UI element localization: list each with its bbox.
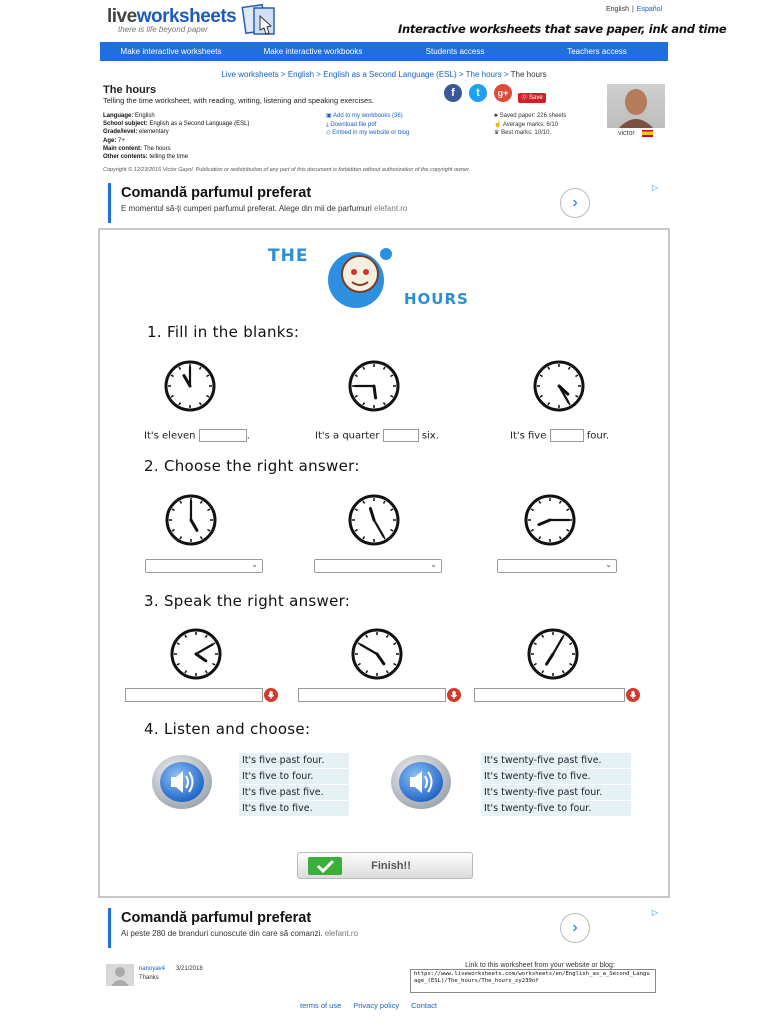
audio-play-button-1[interactable]	[145, 752, 219, 812]
listen-option[interactable]: It's five to four.	[239, 769, 349, 784]
breadcrumb-the-hours[interactable]: The hours	[465, 70, 502, 79]
speech-answer-field-3[interactable]	[474, 688, 625, 702]
author-name[interactable]: victor	[618, 130, 635, 137]
clock-character-icon	[316, 244, 400, 314]
nav-make-workbooks[interactable]: Make interactive workbooks	[263, 47, 363, 56]
sentence-text: It's five	[510, 430, 547, 442]
thumb-icon: ☝	[494, 121, 502, 128]
stat-saved-paper	[494, 112, 566, 121]
ad-subtitle	[121, 929, 358, 938]
meta-other-contents	[103, 153, 249, 161]
meta-value: 7+	[118, 137, 125, 144]
breadcrumb	[0, 70, 768, 79]
meta-label: School subject:	[103, 121, 148, 128]
breadcrumb-separator: >	[456, 70, 466, 79]
embed-icon: ◇	[326, 130, 331, 137]
twitter-icon: t	[476, 87, 480, 99]
breadcrumb-current: The hours	[510, 70, 547, 79]
listen-option[interactable]: It's five past five.	[239, 785, 349, 800]
clock-2-1	[163, 492, 219, 548]
listen-option[interactable]: It's twenty-five past four.	[481, 785, 631, 800]
action-label: Embed in my website or blog	[332, 130, 410, 137]
meta-main-content	[103, 145, 249, 153]
action-label: Add to my workbooks (36)	[333, 113, 403, 119]
adchoices-icon[interactable]: ▷	[651, 908, 658, 917]
listen-option[interactable]: It's twenty-five to five.	[481, 769, 631, 784]
worksheet-actions	[326, 112, 409, 138]
meta-value: English	[135, 113, 155, 119]
breadcrumb-separator: >	[314, 70, 324, 79]
meta-value: telling the time	[149, 154, 189, 161]
meta-label: Main content:	[103, 145, 142, 152]
meta-label: Language:	[103, 113, 134, 119]
meta-label: Other contents:	[103, 154, 148, 161]
answer-blank-2[interactable]	[383, 429, 419, 442]
embed-link-label: Link to this worksheet from your website or blog:	[465, 962, 615, 969]
speech-answer-field-2[interactable]	[298, 688, 446, 702]
stat-best-marks	[494, 129, 566, 138]
adchoices-icon[interactable]: ▷	[651, 183, 658, 192]
copyright-notice: Copyright © 12/23/2016 Victor Gayol. Publication or redistribution of any part of this document is forbidden without authorization of the copyright owner.	[103, 167, 471, 173]
ad-subtitle-text: E momentul să-ți cumperi parfumul preferat. Alege din mii de parfumuri	[121, 204, 372, 213]
logo-word-live: live	[107, 6, 137, 27]
meta-language	[103, 112, 249, 120]
stat-label: Average marks: 6/10	[502, 121, 559, 128]
ad-source: elefant.ro	[324, 929, 359, 938]
stat-label: Saved paper: 226 sheets	[499, 113, 567, 119]
section-4-heading: 4. Listen and choose:	[144, 720, 311, 738]
meta-subject	[103, 120, 249, 128]
clock-1-3	[531, 358, 587, 414]
sentence-text: four.	[586, 430, 610, 442]
ad-arrow-button[interactable]: ›	[560, 913, 590, 943]
finish-label: Finish!!	[371, 860, 411, 872]
sentence-text: It's eleven	[144, 430, 196, 442]
listen-option[interactable]: It's twenty-five past five.	[481, 753, 631, 768]
facebook-share-button[interactable]	[444, 84, 462, 102]
ad-source: elefant.ro	[374, 204, 408, 213]
logo-word-worksheets: worksheets	[136, 6, 237, 27]
meta-age	[103, 137, 249, 145]
nav-students-access[interactable]: Students access	[425, 47, 485, 56]
meta-grade	[103, 128, 249, 136]
lang-separator: |	[631, 6, 634, 13]
author-photo	[607, 84, 665, 128]
worksheet-description: Telling the time worksheet, with reading, writing, listening and speaking exercises.	[103, 96, 374, 105]
user-silhouette-icon	[106, 964, 134, 986]
speech-answer-field-1[interactable]	[125, 688, 263, 702]
breadcrumb-separator: >	[501, 70, 511, 79]
microphone-icon[interactable]	[264, 688, 278, 702]
terms-of-use-link[interactable]: terms of use	[300, 1001, 342, 1010]
trophy-icon: ♛	[494, 130, 500, 137]
clock-2-2	[346, 492, 402, 548]
meta-value: elementary	[139, 129, 169, 136]
ad-banner-bottom[interactable]	[108, 908, 658, 948]
section-1-heading: 1. Fill in the blanks:	[147, 323, 300, 341]
worksheet-title: The hours	[103, 84, 157, 96]
meta-value: The hours	[143, 145, 171, 152]
commenter-avatar	[106, 964, 134, 986]
sentence-text: It's a quarter	[315, 430, 380, 442]
chevron-down-icon: ⌄	[251, 560, 258, 569]
tree-icon: ♣	[494, 113, 498, 119]
ad-banner-top[interactable]	[108, 183, 658, 223]
listen-options-1	[239, 753, 349, 817]
add-to-workbooks-link[interactable]	[326, 112, 409, 121]
spain-flag-icon	[642, 130, 653, 137]
language-switcher	[606, 6, 662, 13]
chevron-down-icon: ⌄	[605, 560, 612, 569]
section-3-heading: 3. Speak the right answer:	[144, 592, 351, 610]
clock-3-3	[525, 626, 581, 682]
google-plus-share-button[interactable]	[494, 84, 512, 102]
logo-tagline: there is life beyond paper	[118, 25, 208, 34]
action-label: Download file pdf	[330, 121, 377, 128]
save-label: Save	[529, 95, 543, 101]
answer-blank-1[interactable]	[199, 429, 247, 442]
footer-links	[300, 1001, 449, 1010]
clock-hour-hand	[374, 386, 376, 398]
finish-button[interactable]	[297, 852, 473, 879]
embed-link[interactable]	[326, 129, 409, 138]
meta-label: Age:	[103, 137, 117, 144]
clock-1-2	[346, 358, 402, 414]
download-pdf-link[interactable]	[326, 121, 409, 130]
breadcrumb-english[interactable]: English	[287, 70, 315, 79]
commenter-name[interactable]: nanoyav4	[139, 966, 166, 972]
worksheet-logo-the: THE	[268, 246, 309, 266]
clock-2-3	[522, 492, 578, 548]
author-avatar[interactable]	[607, 84, 665, 128]
section-2-heading: 2. Choose the right answer:	[144, 457, 360, 475]
listen-options-2	[481, 753, 631, 817]
worksheet-link-textbox[interactable]: https://www.liveworksheets.com/worksheets/en/English_as_a_Second_Language_(ESL)/The_hours/The_hours_sy239of	[410, 969, 656, 993]
pinterest-icon: ⓟ	[521, 95, 528, 101]
blank-sentence-3	[510, 429, 609, 442]
sentence-text: six.	[421, 430, 439, 442]
sentence-text: .	[246, 430, 250, 442]
blank-sentence-1	[144, 429, 250, 442]
breadcrumb-esl[interactable]: English as a Second Language (ESL)	[323, 70, 457, 79]
listen-option[interactable]: It's twenty-five to four.	[481, 801, 631, 816]
chevron-down-icon: ⌄	[430, 560, 437, 569]
stat-average-marks	[494, 121, 566, 130]
clock-3-1	[168, 626, 224, 682]
clock-1-1	[162, 358, 218, 414]
answer-dropdown-3[interactable]	[497, 559, 617, 573]
clock-3-2	[349, 626, 405, 682]
comment-text: Thanks	[139, 975, 159, 981]
breadcrumb-live-worksheets[interactable]: Live worksheets	[221, 70, 279, 79]
listen-option[interactable]: It's five to five.	[239, 801, 349, 816]
hand-pointer-logo-icon	[238, 4, 282, 40]
contact-link[interactable]: Contact	[411, 1001, 437, 1010]
comment-date: 3/21/2018	[176, 966, 203, 972]
google-plus-icon: g+	[497, 88, 509, 98]
microphone-icon[interactable]	[626, 688, 640, 702]
nav-teachers-access[interactable]: Teachers access	[567, 47, 627, 56]
facebook-icon: f	[451, 87, 455, 99]
twitter-share-button[interactable]	[469, 84, 487, 102]
worksheet-metadata	[103, 112, 249, 161]
worksheet-stats	[494, 112, 566, 138]
ad-title: Comandă parfumul preferat	[121, 910, 312, 926]
ad-subtitle	[121, 204, 407, 213]
answer-blank-3[interactable]	[550, 429, 584, 442]
microphone-icon[interactable]	[447, 688, 461, 702]
blank-sentence-2	[315, 429, 439, 442]
meta-label: Grade/level:	[103, 129, 138, 136]
nav-make-worksheets[interactable]: Make interactive worksheets	[120, 47, 222, 56]
listen-option[interactable]: It's five past four.	[239, 753, 349, 768]
ad-subtitle-text: Ai peste 280 de branduri cunoscute din care să comanzi.	[121, 929, 323, 938]
lang-english[interactable]: English	[606, 6, 629, 13]
folder-icon: ▣	[326, 113, 332, 119]
top-navigation	[100, 42, 668, 61]
pinterest-save-button[interactable]	[518, 93, 546, 103]
answer-dropdown-2[interactable]	[314, 559, 442, 573]
breadcrumb-separator: >	[278, 70, 288, 79]
download-icon: ⤓	[326, 121, 329, 128]
worksheet-logo-hours: HOURS	[404, 290, 469, 308]
answer-dropdown-1[interactable]	[145, 559, 263, 573]
lang-spanish[interactable]: Español	[636, 6, 663, 13]
site-tagline: Interactive worksheets that save paper, ink and time	[398, 22, 727, 36]
ad-title: Comandă parfumul preferat	[121, 185, 312, 201]
privacy-policy-link[interactable]: Privacy policy	[353, 1001, 400, 1010]
meta-value: English as a Second Language (ESL)	[149, 121, 250, 128]
ad-arrow-button[interactable]: ›	[560, 188, 590, 218]
stat-label: Best marks: 10/10.	[501, 130, 552, 137]
audio-play-button-2[interactable]	[384, 752, 458, 812]
